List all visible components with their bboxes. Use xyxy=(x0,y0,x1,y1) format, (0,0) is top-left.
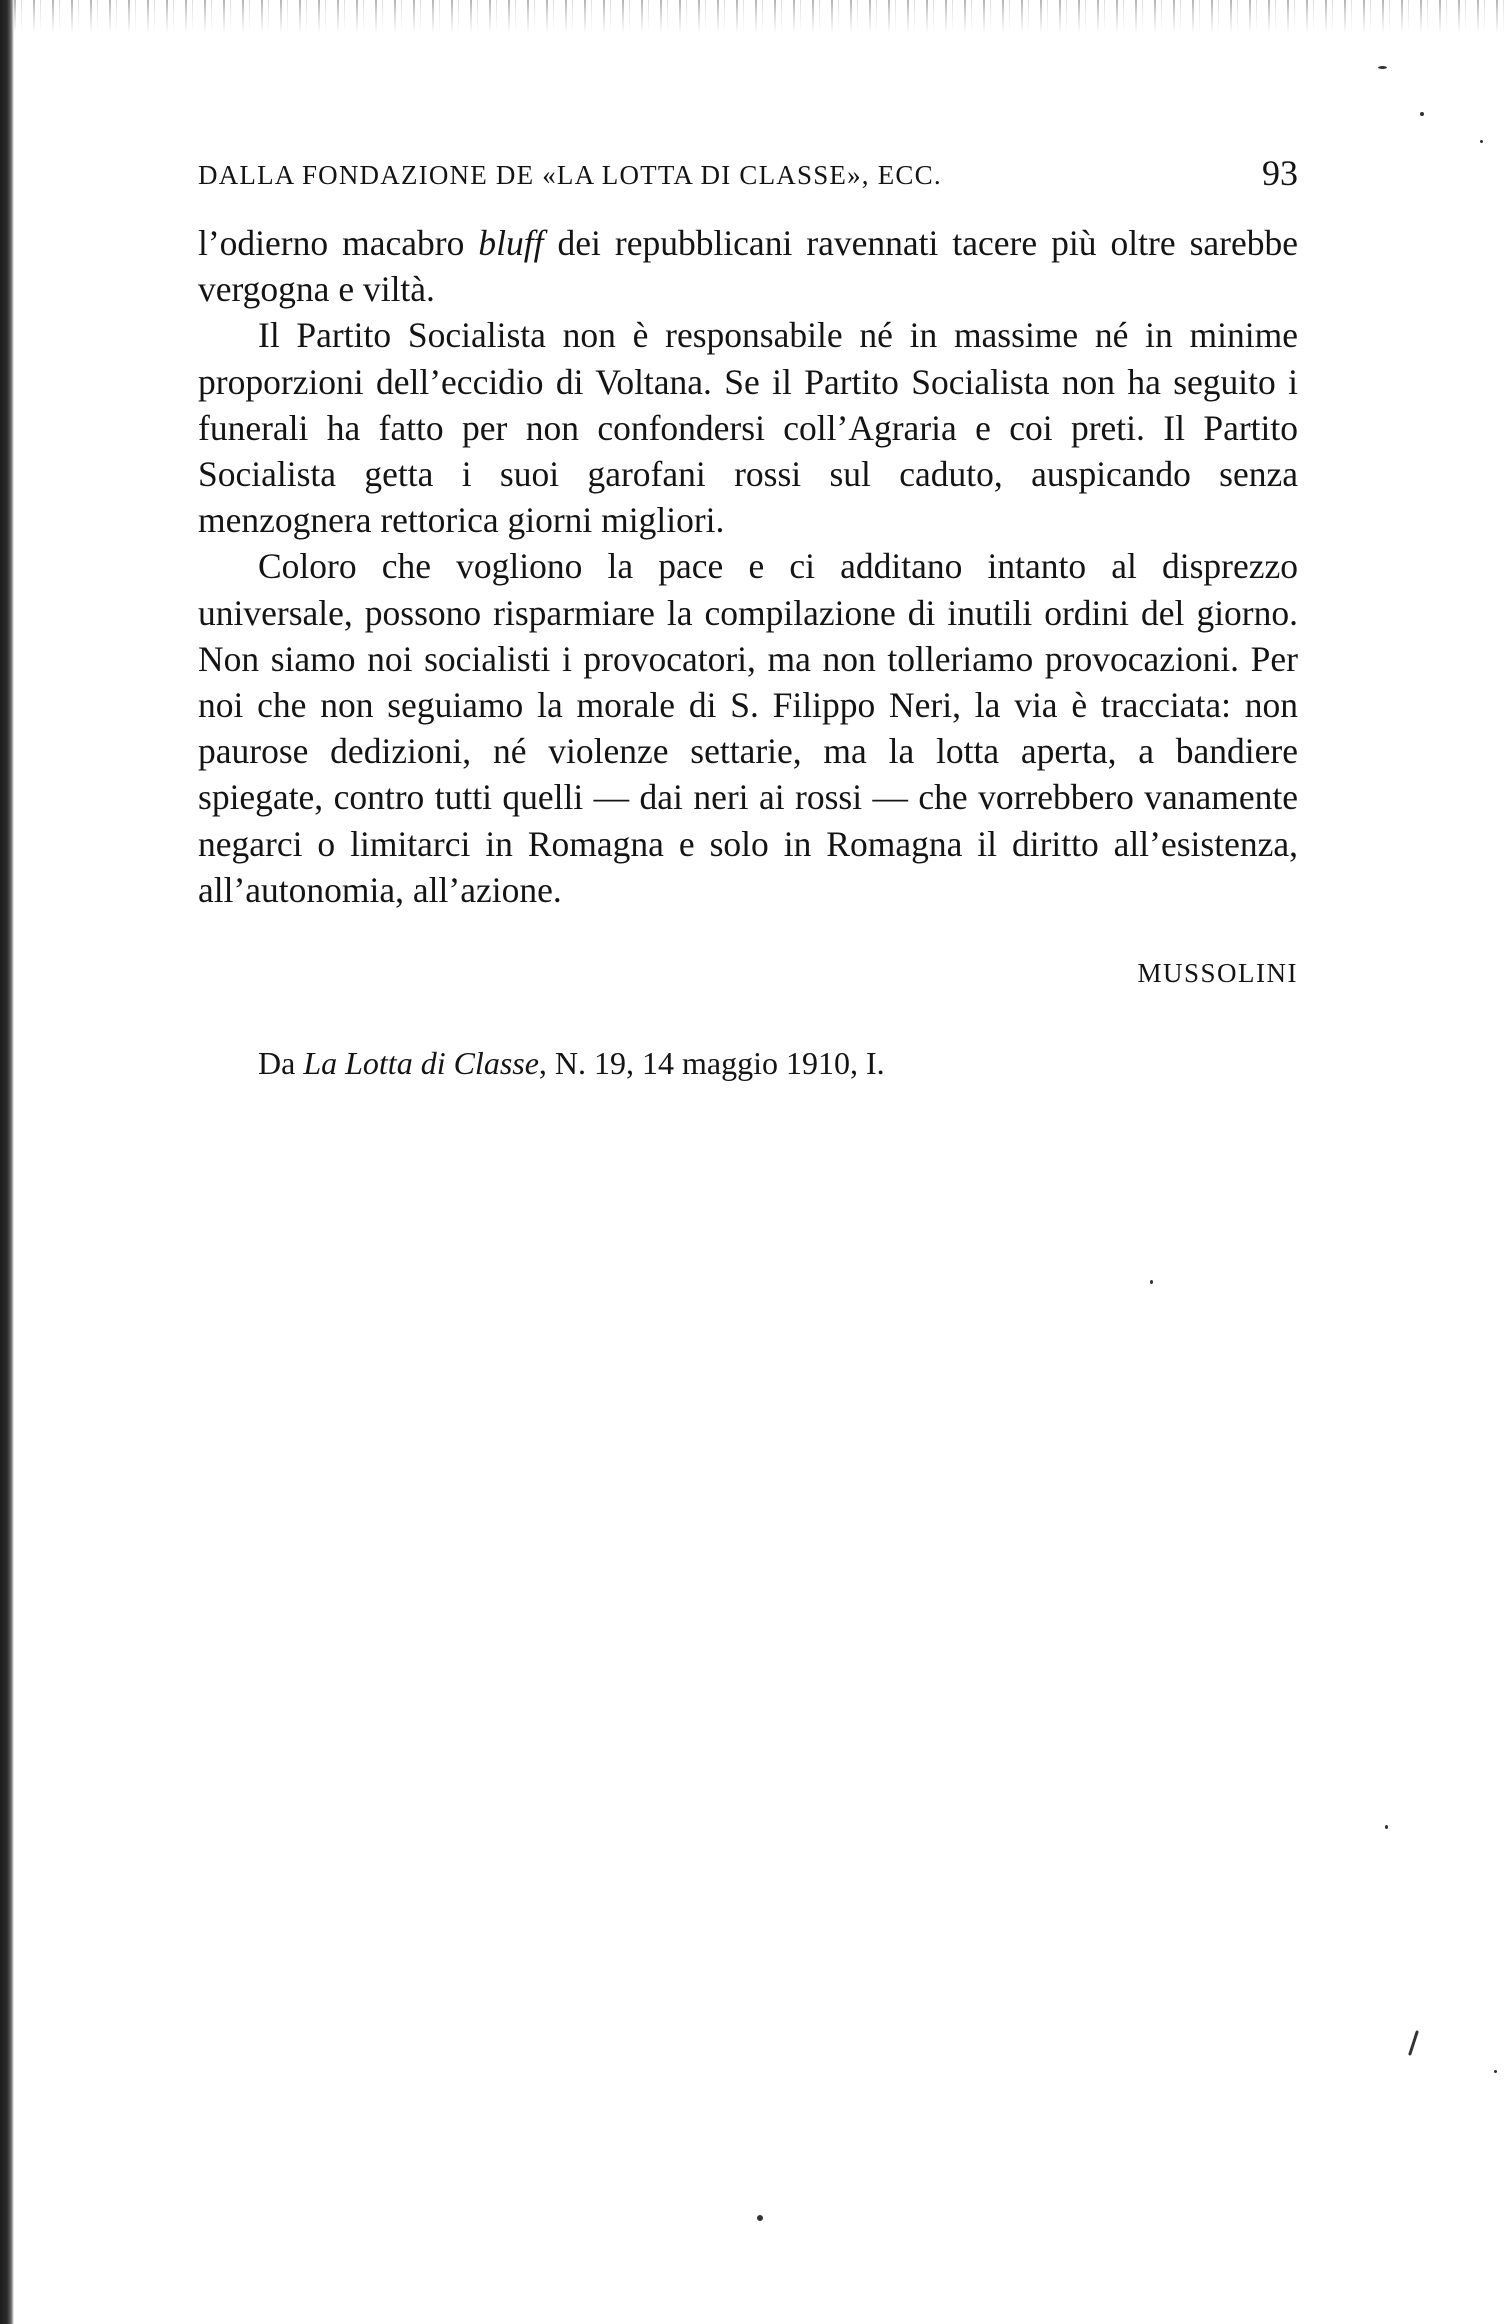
scan-speck xyxy=(757,2215,763,2221)
page-number: 93 xyxy=(1262,153,1298,193)
scan-top-noise xyxy=(14,0,1508,34)
scan-speck xyxy=(1385,1825,1388,1829)
source-title: La Lotta di Classe xyxy=(303,1045,539,1081)
source-details: , N. 19, 14 maggio 1910, I. xyxy=(538,1045,885,1081)
paragraph-1 xyxy=(198,220,1298,312)
paragraph-1-start: l’odierno macabro xyxy=(198,223,479,263)
article-body xyxy=(198,220,1298,913)
running-head: DALLA FONDAZIONE DE «LA LOTTA DI CLASSE», ECC. xyxy=(198,160,942,190)
source-citation xyxy=(258,1045,885,1082)
scan-speck xyxy=(1494,2070,1497,2073)
scan-speck xyxy=(1408,2030,1419,2056)
paragraph-1-end: dei repubblicani ravennati tacere più oltre sarebbe vergogna e viltà. xyxy=(198,223,1298,310)
scan-speck xyxy=(1378,66,1387,69)
scan-speck xyxy=(1480,140,1483,143)
scan-speck xyxy=(1150,1280,1153,1284)
scan-speck xyxy=(1420,112,1424,116)
paragraph-2: Il Partito Socialista non è responsabile né in massime né in minime proporzioni dell’eccidio di Voltana. Se il Partito Socialista non ha seguito i funerali ha fatto per non confondersi coll’Agraria e coi preti. Il Partito Socialista getta i suoi garofani rossi sul caduto, auspicando senza menzognera rettorica giorni migliori. xyxy=(198,315,1298,541)
source-prefix: Da xyxy=(258,1045,304,1081)
page-header xyxy=(198,152,1298,200)
scan-edge-shadow xyxy=(0,0,14,2324)
paragraph-3: Coloro che vogliono la pace e ci additano intanto al disprezzo universale, possono risparmiare la compilazione di inutili ordini del giorno. Non siamo noi socialisti i provocatori, ma non tolleriamo provocazioni. Per noi che non seguiamo la morale di S. Filippo Neri, la via è tracciata: non paurose dedizioni, né violenze settarie, ma la lotta aperta, a bandiere spiegate, contro tutti quelli — dai neri ai rossi — che vorrebbero vanamente negarci o limitarci in Romagna e solo in Romagna il diritto all’esistenza, all’autonomia, all’azione. xyxy=(198,546,1298,910)
author-signature: MUSSOLINI xyxy=(1137,958,1298,988)
paragraph-1-italic-word: bluff xyxy=(478,223,544,263)
